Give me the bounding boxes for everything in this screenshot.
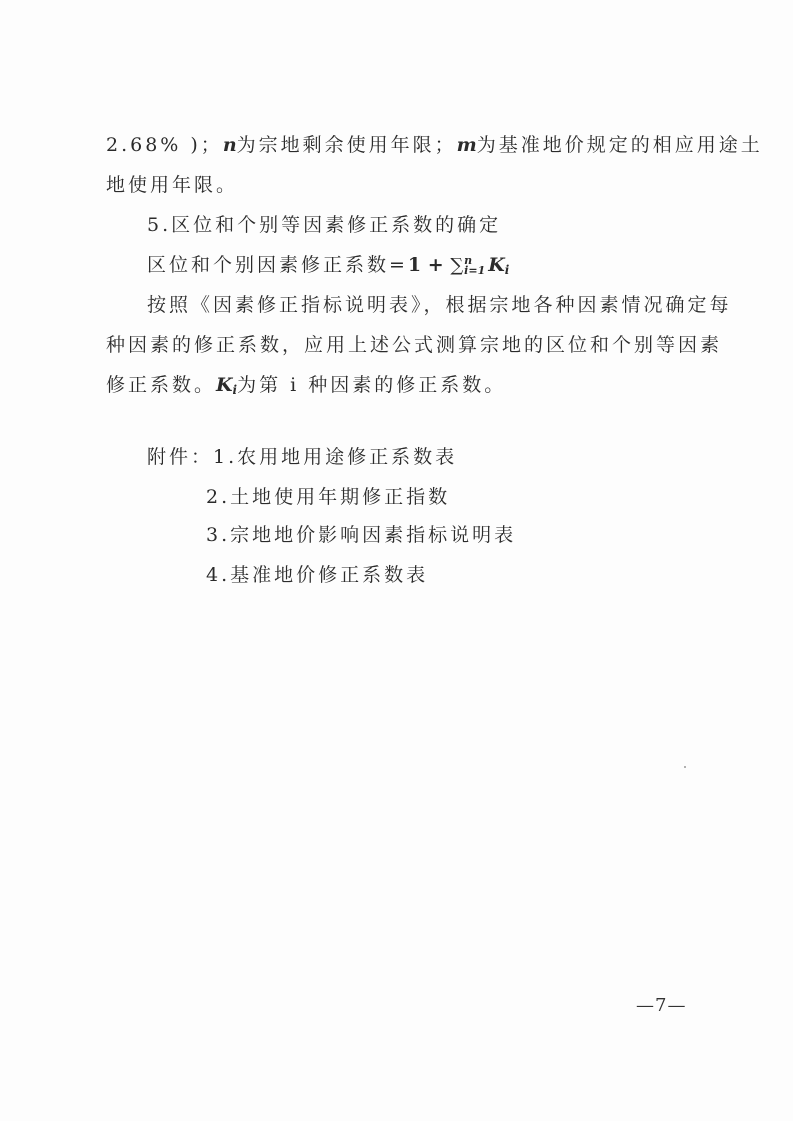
formula-K-sub: i [504,263,510,277]
para-K: K [216,374,233,396]
formula-plus: + [421,254,451,276]
formula-line [147,252,509,283]
attachment-item: 1.农用地用途修正系数表 [213,446,458,468]
section-heading [147,212,501,238]
text-line-1 [106,132,763,158]
para-line1-text: 按照《因素修正指标说明表》，根据宗地各种因素情况确定每 [147,294,732,316]
summation-limits [464,256,485,276]
paragraph-line-3 [106,372,506,403]
para-K-sub: i [232,383,238,397]
summation-upper: n [464,254,473,267]
var-n: n [222,134,237,156]
attachments-line-2 [206,484,450,510]
paragraph-line-2 [106,332,722,358]
attachments-line-3 [206,522,516,548]
formula-prefix: 区位和个别因素修正系数= [147,254,408,276]
formula-one: 1 [407,254,422,276]
scan-speck [684,766,686,768]
line1-suffix: 为基准地价规定的相应用途土 [476,134,763,156]
para-line3-prefix: 修正系数。 [106,374,217,396]
section5-heading-text: 5.区位和个别等因素修正系数的确定 [147,214,502,236]
paragraph-line-1 [147,292,732,318]
attachments-line-1 [147,444,457,470]
para-line3-suffix: 为第 i 种因素的修正系数。 [237,374,507,396]
line1-prefix: 2.68% )； [106,134,223,156]
page-number: —7— [636,995,687,1016]
summation-symbol: ∑ [450,255,464,276]
attachment-item: 4.基准地价修正系数表 [206,564,429,586]
attachments-label: 附件： [147,446,214,468]
line1-mid: 为宗地剩余使用年限； [236,134,457,156]
summation-lower: i=1 [464,264,486,277]
attachments-line-4 [206,562,428,588]
attachment-item: 3.宗地地价影响因素指标说明表 [206,524,517,546]
line2-text: 地使用年限。 [106,174,239,196]
var-m: m [456,134,477,156]
para-line2-text: 种因素的修正系数，应用上述公式测算宗地的区位和个别等因素 [106,334,723,356]
formula-K: K [488,254,505,276]
attachment-item: 2.土地使用年期修正指数 [206,486,451,508]
text-line-2 [106,172,238,198]
